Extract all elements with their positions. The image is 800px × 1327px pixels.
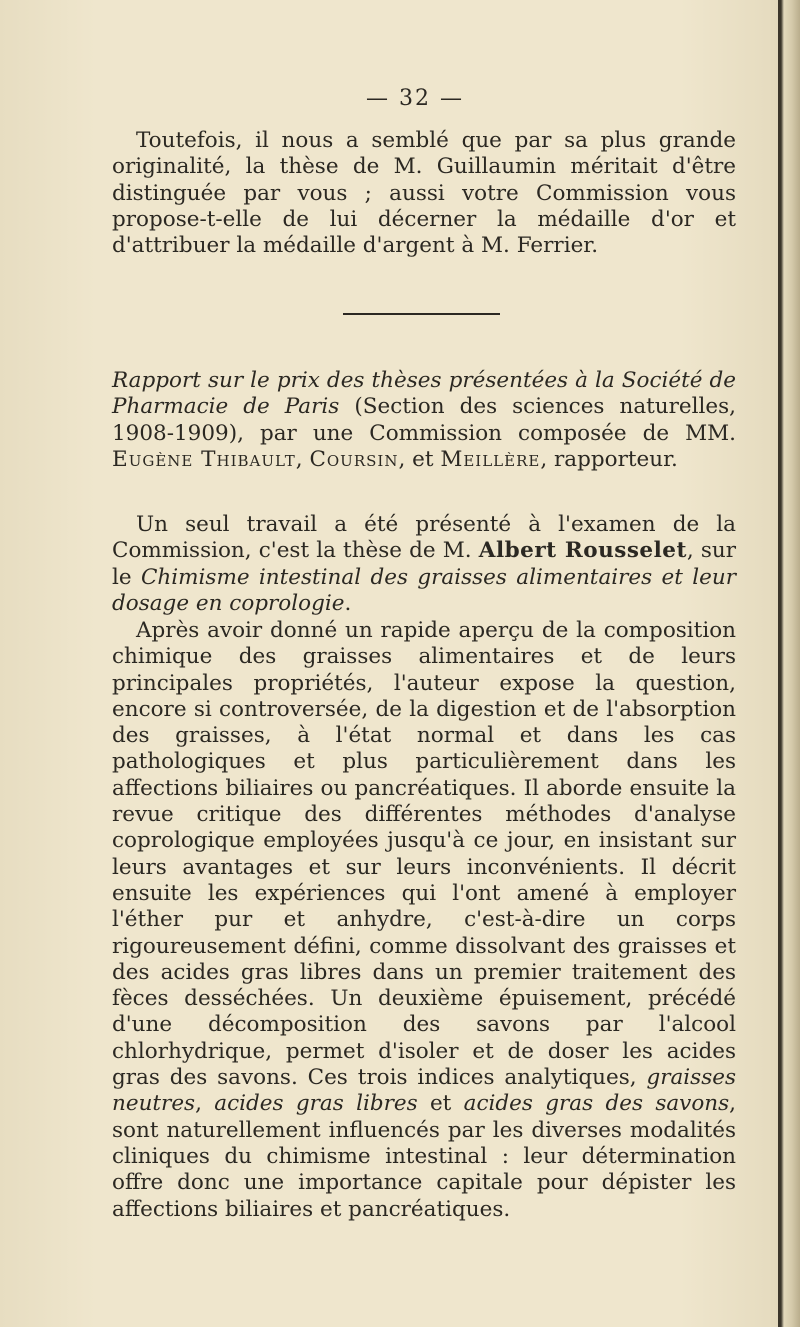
member-coursin: Coursin [309,446,399,472]
separator: , [295,446,310,472]
paragraph-text: Un seul travail a été présenté à l'examen de la Commission, c'est la thèse de M. [112,512,736,564]
term-acides-gras-libres: acides gras libres [214,1091,418,1117]
paragraph-conclusion: Toutefois, il nous a semblé que par sa plus grande originalité, la thèse de M. Guillaumin méritait d'être distinguée par vous ; aussi votre Commission vous propose-t-elle de lui décerner la médaille d'or et d'attribuer la médaille d'argent à M. Ferrier. [112,128,736,259]
thesis-title: Chimisme intestinal des graisses alimentaires et leur dosage en coprologie [112,564,736,616]
separator: et [417,1091,464,1117]
report-heading [112,368,736,473]
page-edge [778,0,800,1327]
member-meillere: Meillère [440,446,541,472]
page-number: — 32 — [366,86,464,111]
member-thibault: Eugène Thibault [112,446,296,472]
report-details: (Section des sciences naturelles, 1908-1909), par une Commission composée de MM. [112,394,736,446]
author-name: Albert Rousselet [478,538,687,564]
report-title: Rapport sur le prix des thèses présentées à la Société de Pharmacie de Paris [112,368,736,420]
separator: , et [398,446,441,472]
report-tail: , rapporteur. [540,446,678,472]
paragraph-text: , sur le [112,538,737,590]
paragraph-text: Après avoir donné un rapide aperçu de la composition chimique des graisses alimentaires et de leurs principales propriétés, l'auteur expose la question, encore si controversée, de la digestion et de l'absorption des graisses, à l'état normal et dans les cas pathologiques et plus particulièrement dans les affections biliaires ou pancréatiques. Il aborde ensuite la revue critique des différentes méthodes d'analyse coprologique employées jusqu'à ce jour, en insistant sur leurs avantages et sur leurs inconvénients. Il décrit ensuite les expériences qui l'ont amené à employer l'éther pur et anhydre, c'est-à-dire un corps rigoureusement défini, comme dissolvant des graisses et des acides gras libres dans un premier traitement des fèces desséchées. Un deuxième épuisement, précédé d'une décomposition des savons par l'alcool chlorhydrique, permet d'isoler et de doser les acides gras des savons. Ces trois indices analytiques, [112,618,736,1091]
paragraph-thesis-intro [112,512,736,617]
paragraph-text: . [344,590,352,616]
paragraph-text: , sont naturellement influencés par les diverses modalités cliniques du chimisme intestinal : leur détermination offre donc une importance capitale pour dépister les affections biliaires et pancréatiques. [112,1091,736,1222]
term-acides-gras-des-savons: acides gras des savons [463,1091,730,1117]
separator: , [195,1091,215,1117]
paragraph-summary [112,618,736,1223]
term-graisses-neutres: graisses neutres [112,1065,736,1117]
section-divider [343,313,500,315]
